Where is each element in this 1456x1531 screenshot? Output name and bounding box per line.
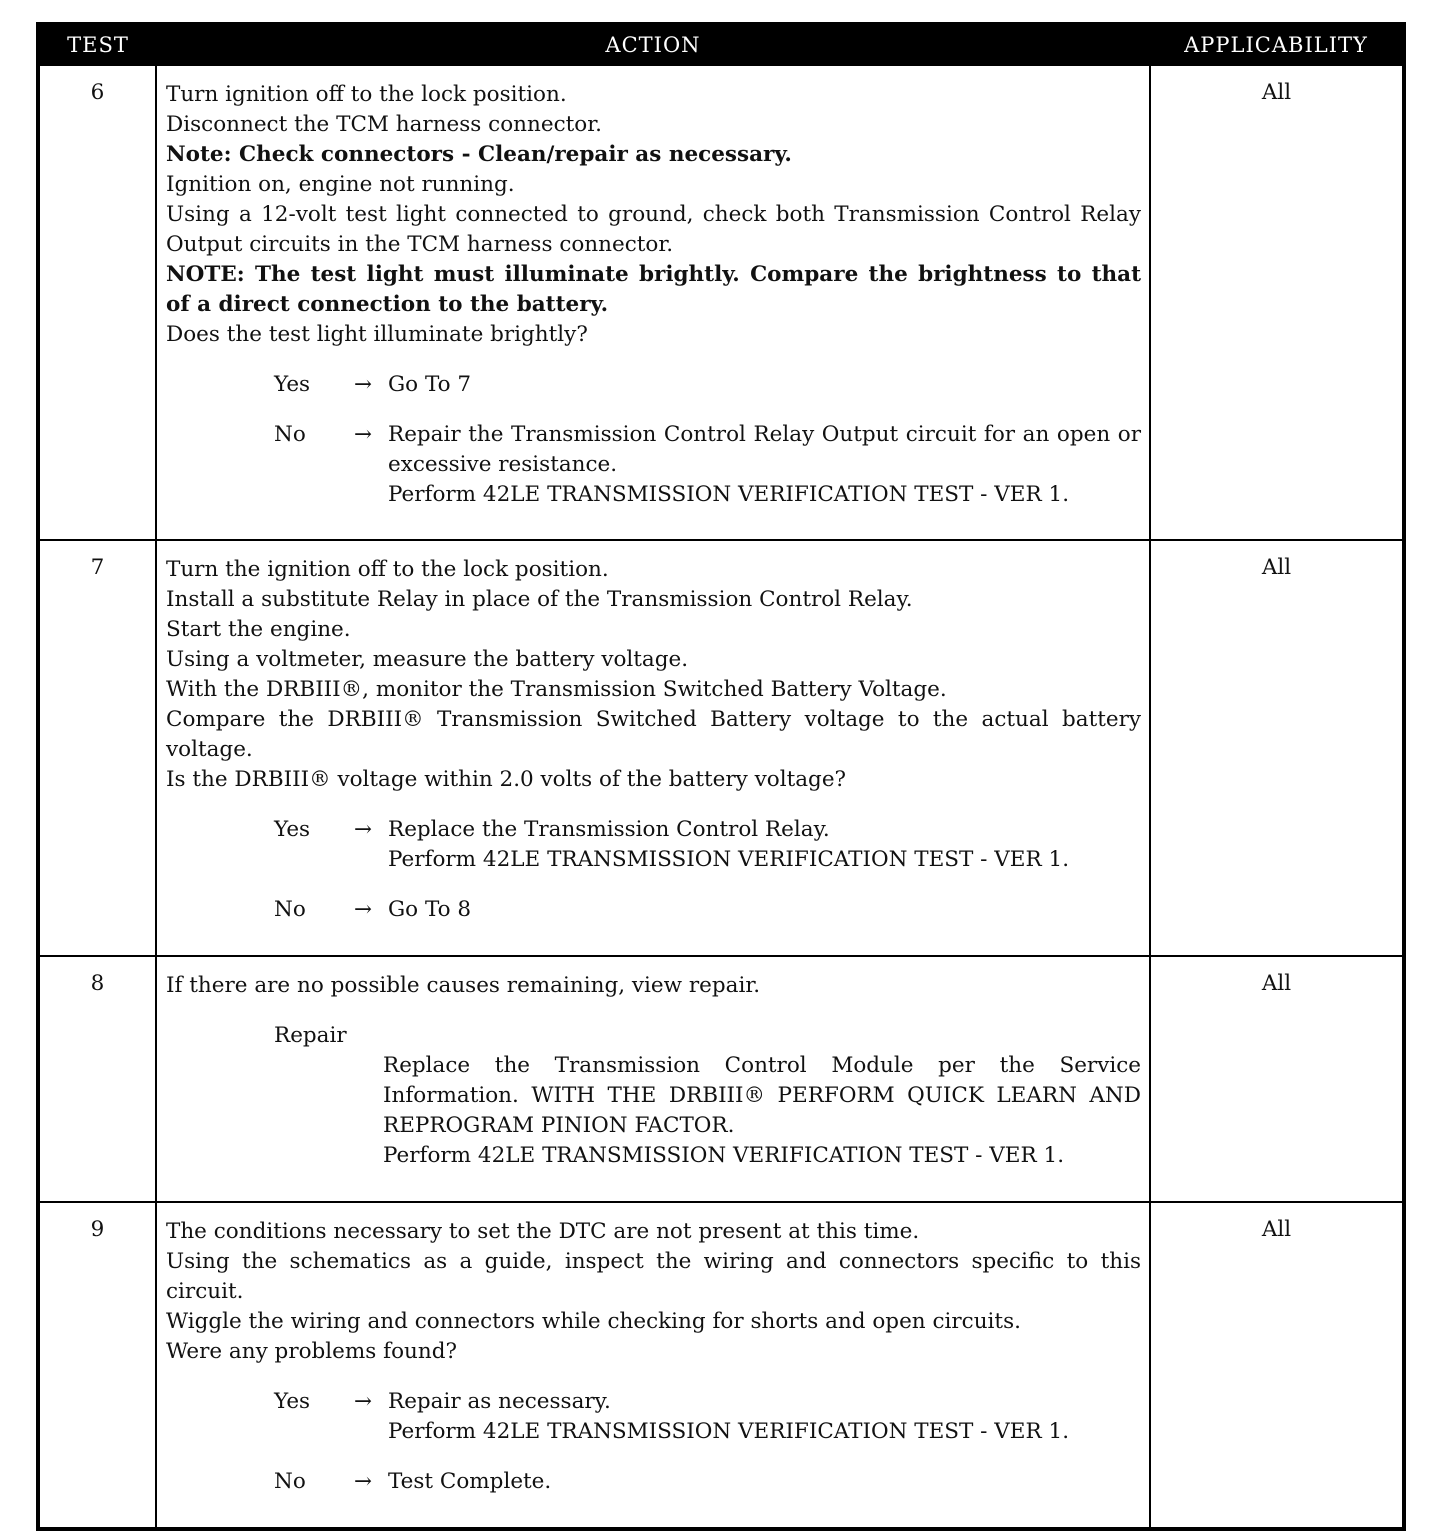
table-header bbox=[38, 24, 1404, 65]
right-arrow-icon: → bbox=[353, 372, 372, 397]
no-result bbox=[166, 1467, 1141, 1497]
right-arrow-icon: → bbox=[353, 1469, 372, 1494]
action-cell bbox=[156, 540, 1150, 956]
no-result bbox=[166, 420, 1141, 510]
action-line: Disconnect the TCM harness connector. bbox=[166, 112, 602, 137]
verification-text: Perform 42LE TRANSMISSION VERIFICATION TEST - VER 1. bbox=[388, 482, 1070, 507]
action-cell bbox=[156, 65, 1150, 540]
header-applicability: APPLICABILITY bbox=[1150, 24, 1404, 65]
question-line: Does the test light illuminate brightly? bbox=[166, 322, 588, 347]
note-line: NOTE: The test light must illuminate brightly. Compare the brightness to that of a direct connection to the battery. bbox=[166, 262, 1141, 317]
right-arrow-icon: → bbox=[353, 897, 372, 922]
table-row bbox=[38, 956, 1404, 1202]
action-line: Compare the DRBIII® Transmission Switched Battery voltage to the actual battery voltage. bbox=[166, 707, 1141, 762]
test-number: 9 bbox=[38, 1202, 156, 1529]
no-outcome: Go To 8 bbox=[388, 897, 472, 922]
right-arrow-icon: → bbox=[353, 817, 372, 842]
table-row bbox=[38, 540, 1404, 956]
action-line: With the DRBIII®, monitor the Transmission Switched Battery Voltage. bbox=[166, 677, 947, 702]
action-line: Using a 12-volt test light connected to ground, check both Transmission Control Relay Output circuits in the TCM harness connector. bbox=[166, 202, 1141, 257]
no-outcome bbox=[388, 420, 1141, 510]
repair-label: Repair bbox=[274, 1023, 347, 1048]
action-line: The conditions necessary to set the DTC are not present at this time. bbox=[166, 1219, 920, 1244]
yes-label: Yes bbox=[274, 817, 311, 842]
action-line: Start the engine. bbox=[166, 617, 351, 642]
yes-outcome: Go To 7 bbox=[388, 372, 472, 397]
yes-result bbox=[166, 1387, 1141, 1447]
question-line: Is the DRBIII® voltage within 2.0 volts of the battery voltage? bbox=[166, 767, 847, 792]
applicability-value: All bbox=[1150, 1202, 1404, 1529]
yes-label: Yes bbox=[274, 372, 311, 397]
header-test: TEST bbox=[38, 24, 156, 65]
repair-text: Replace the Transmission Control Module per the Service Information. WITH THE DRBIII® PERFORM QUICK LEARN AND REPROGRAM PINION FACTOR. bbox=[383, 1053, 1141, 1138]
action-line: Ignition on, engine not running. bbox=[166, 172, 515, 197]
yes-result bbox=[166, 370, 1141, 400]
test-number: 8 bbox=[38, 956, 156, 1202]
applicability-value: All bbox=[1150, 540, 1404, 956]
action-line: Turn ignition off to the lock position. bbox=[166, 82, 567, 107]
test-table bbox=[36, 22, 1406, 1531]
no-label: No bbox=[274, 897, 306, 922]
action-line: Wiggle the wiring and connectors while checking for shorts and open circuits. bbox=[166, 1309, 1021, 1334]
no-label: No bbox=[274, 422, 306, 447]
action-line: Using a voltmeter, measure the battery voltage. bbox=[166, 647, 689, 672]
table-row bbox=[38, 1202, 1404, 1529]
right-arrow-icon: → bbox=[353, 1389, 372, 1414]
no-label: No bbox=[274, 1469, 306, 1494]
note-line: Note: Check connectors - Clean/repair as necessary. bbox=[166, 142, 792, 167]
yes-outcome bbox=[388, 1387, 1141, 1447]
action-line: Turn the ignition off to the lock position. bbox=[166, 557, 609, 582]
right-arrow-icon: → bbox=[353, 422, 372, 447]
header-action: ACTION bbox=[156, 24, 1150, 65]
applicability-value: All bbox=[1150, 956, 1404, 1202]
action-cell bbox=[156, 956, 1150, 1202]
yes-outcome-text: Repair as necessary. bbox=[388, 1389, 611, 1414]
applicability-value: All bbox=[1150, 65, 1404, 540]
verification-text: Perform 42LE TRANSMISSION VERIFICATION TEST - VER 1. bbox=[388, 1419, 1070, 1444]
action-line: Install a substitute Relay in place of the Transmission Control Relay. bbox=[166, 587, 913, 612]
diagnostic-test-table bbox=[36, 22, 1406, 1531]
yes-label: Yes bbox=[274, 1389, 311, 1414]
action-line: If there are no possible causes remaining, view repair. bbox=[166, 973, 761, 998]
no-outcome-text: Repair the Transmission Control Relay Output circuit for an open or excessive resistance. bbox=[388, 422, 1141, 477]
no-outcome: Test Complete. bbox=[388, 1469, 552, 1494]
test-number: 6 bbox=[38, 65, 156, 540]
yes-outcome bbox=[388, 815, 1141, 875]
table-row bbox=[38, 65, 1404, 540]
yes-outcome-text: Replace the Transmission Control Relay. bbox=[388, 817, 830, 842]
verification-text: Perform 42LE TRANSMISSION VERIFICATION TEST - VER 1. bbox=[383, 1143, 1065, 1168]
action-cell bbox=[156, 1202, 1150, 1529]
question-line: Were any problems found? bbox=[166, 1339, 458, 1364]
action-line: Using the schematics as a guide, inspect the wiring and connectors specific to this circuit. bbox=[166, 1249, 1141, 1304]
yes-result bbox=[166, 815, 1141, 875]
no-result bbox=[166, 895, 1141, 925]
verification-text: Perform 42LE TRANSMISSION VERIFICATION TEST - VER 1. bbox=[388, 847, 1070, 872]
test-number: 7 bbox=[38, 540, 156, 956]
